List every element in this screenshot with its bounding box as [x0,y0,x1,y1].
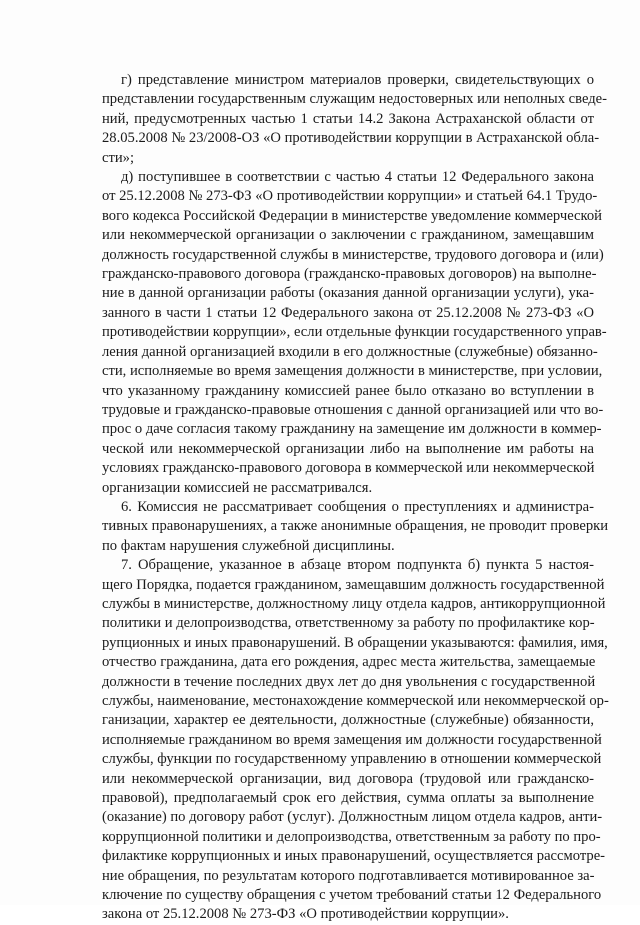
text-line: вого кодекса Российской Федерации в министерстве уведомление коммерческой [102,207,602,224]
text-line: исполняемые гражданином во время замещения им должности государственной [102,731,602,748]
text-line: сти, исполняемые во время замещения должности в министерстве, при условии, [102,363,603,380]
text-line: ние в данной организации работы (оказания данной организации услуги), ука- [102,285,594,302]
text-line: ключение по существу обращения с учетом требований статьи 12 Федерального [102,887,602,904]
text-line: что указанному гражданину комиссией ранее было отказано во вступлении в [102,382,594,399]
text-line: тивных правонарушениях, а также анонимные обращения, не проводит проверки [102,518,609,535]
text-line: сти»; [102,149,135,166]
text-line: условиях гражданско-правового договора в коммерческой или некоммерческой [102,460,595,477]
text-line: представлении государственным служащим недостоверных или неполных сведе- [102,91,608,108]
text-line: правовой), предполагаемый срок его действия, сумма оплаты за выполнение [102,790,594,807]
text-line: ние обращения, по результатам которого подготавливается мотивированное за- [102,867,595,884]
text-line: должности в течение последних двух лет до дня увольнения с государственной [102,673,596,690]
text-line: службы, наименование, местонахождение коммерческой или некоммерческой ор- [102,693,609,709]
text-line: (оказание) по договору работ (услуг). Должностным лицом отдела кадров, анти- [102,809,603,826]
text-line: 28.05.2008 № 23/2008-ОЗ «О противодействии коррупции в Астраханской обла- [102,130,600,147]
text-line: прос о даче согласия такому гражданину на замещение им должности в коммер- [102,421,602,438]
paragraph-p7 [102,556,609,925]
text-line: или некоммерческой организации о заключении с гражданином, замещавшим [102,227,594,244]
document-body [102,71,609,925]
text-line: филактике коррупционных и иных правонарушений, осуществляется рассмотре- [102,848,606,865]
text-line: д) поступившее в соответствии с частью 4 статьи 12 Федерального закона [121,169,594,186]
paragraph-d [102,168,607,498]
text-line: службы в министерстве, должностному лицу отдела кадров, антикоррупционной [102,595,606,612]
paragraph-p6 [102,498,609,556]
text-line: должность государственной службы в министерстве, трудового договора и (или) [102,246,604,263]
text-line: организации комиссией не рассматривался. [102,479,373,496]
text-line: противодействии коррупции», если отдельные функции государственного управ- [102,324,607,341]
text-line: по фактам нарушения служебной дисциплины. [102,537,395,554]
text-line: рупционных и иных правонарушений. В обращении указываются: фамилия, имя, [102,634,608,651]
text-line: политики и делопроизводства, ответственному за работу по профилактике кор- [102,615,595,632]
text-line: коррупционной политики и делопроизводства, ответственным за работу по про- [102,828,601,845]
text-line: или некоммерческой организации, вид договора (трудовой или гражданско- [102,770,594,787]
text-line: трудовые и гражданско-правовые отношения с данной организацией или что во- [102,401,604,418]
paragraph-g [102,71,608,168]
text-line: гражданско-правового договора (гражданско-правовых договоров) на выполне- [102,266,597,283]
text-line: службы, функции по государственному управлению в отношении коммерческой [102,751,602,768]
text-line: 6. Комиссия не рассматривает сообщения о преступлениях и администра- [121,498,594,515]
text-line: г) представление министром материалов проверки, свидетельствующих о [121,72,594,88]
text-line: ления данной организацией входили в его должностные (служебные) обязанно- [102,343,598,360]
text-line: ческой или некоммерческой организации либо на выполнение им работы на [102,440,594,457]
text-line: отчество гражданина, дата его рождения, адрес места жительства, замещаемые [102,654,596,671]
text-line: 7. Обращение, указанное в абзаце втором подпункта б) пункта 5 настоя- [121,557,594,574]
text-line: от 25.12.2008 № 273-ФЗ «О противодействии коррупции» и статьей 64.1 Трудо- [102,188,598,205]
text-line: закона от 25.12.2008 № 273-ФЗ «О противодействии коррупции». [102,906,509,923]
text-line: занного в части 1 статьи 12 Федерального закона от 25.12.2008 № 273-ФЗ «О [102,304,594,321]
text-line: ганизации, характер ее деятельности, должностные (служебные) обязанности, [102,712,594,729]
text-line: щего Порядка, подается гражданином, замещавшим должность государственной [102,576,605,593]
text-line: ний, предусмотренных частью 1 статьи 14.2 Закона Астраханской области от [102,110,594,127]
